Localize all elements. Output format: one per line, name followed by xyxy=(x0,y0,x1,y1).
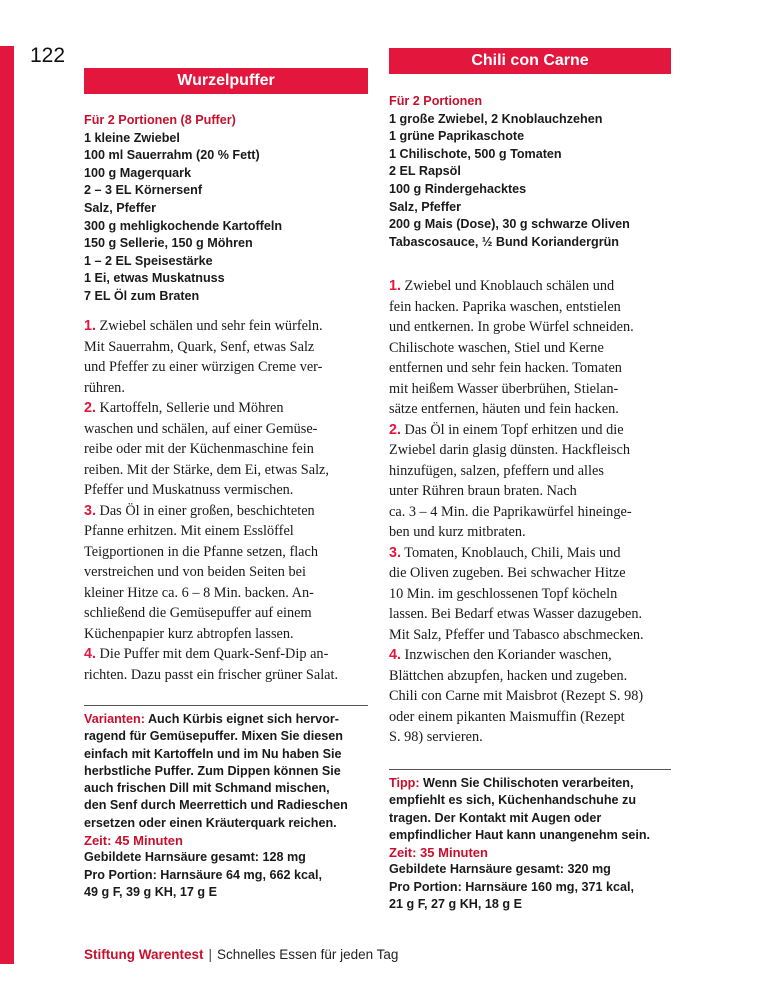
ingredient-line: 100 g Magerquark xyxy=(84,165,192,180)
step-number: 2. xyxy=(389,421,401,438)
ingredient-line: 150 g Sellerie, 150 g Möhren xyxy=(84,236,253,251)
nutrition-line: 21 g F, 27 g KH, 18 g E xyxy=(389,897,522,912)
step-line: die Oliven zugeben. Bei schwacher Hitze xyxy=(389,565,626,581)
step-line: Chili con Carne mit Maisbrot (Rezept S. 98) xyxy=(389,688,644,704)
step-line: entfernen und sehr fein hacken. Tomaten xyxy=(389,360,622,376)
step-line: richten. Dazu passt ein frischer grüner Salat. xyxy=(84,666,339,683)
ingredient-line: 2 – 3 EL Körnersenf xyxy=(84,183,203,198)
note-line: auch frischen Dill mit Schmand mischen, xyxy=(84,781,330,796)
note-label: Varianten: xyxy=(84,712,145,726)
ingredient-line: 100 ml Sauerrahm (20 % Fett) xyxy=(84,148,260,163)
step-line: schließend die Gemüsepuffer auf einem xyxy=(84,605,312,621)
step-line: unter Rühren braun braten. Nach xyxy=(389,483,577,499)
step-line: S. 98) servieren. xyxy=(389,729,483,745)
step-line: Chilischote waschen, Stiel und Kerne xyxy=(389,339,604,356)
step-line: und Pfeffer zu einer würzigen Creme ver- xyxy=(84,359,323,375)
divider xyxy=(84,705,368,706)
step-line: waschen und schälen, auf einer Gemüse- xyxy=(84,420,318,437)
step-line: Pfeffer und Muskatnuss vermischen. xyxy=(84,482,294,498)
nutrition-line: Gebildete Harnsäure gesamt: 128 mg xyxy=(84,850,306,865)
step-line: 10 Min. im geschlossenen Topf köcheln xyxy=(389,585,618,602)
note-line: ragend für Gemüsepuffer. Mixen Sie diesen xyxy=(84,729,343,744)
page-edge-bar xyxy=(0,46,14,964)
step-line: lassen. Bei Bedarf etwas Wasser dazugeben. xyxy=(389,606,643,622)
step-line: 1. Zwiebel und Knoblauch schälen und xyxy=(389,278,615,294)
step-number: 4. xyxy=(389,647,401,663)
step-line: Teigportionen in die Pfanne setzen, flach xyxy=(84,543,319,560)
footer-separator: | xyxy=(208,947,213,962)
step-line: verstreichen und von beiden Seiten bei xyxy=(84,564,306,580)
step-line: Mit Salz, Pfeffer und Tabasco abschmecken. xyxy=(389,626,644,643)
step-number: 2. xyxy=(84,400,96,416)
note-line: den Senf durch Meerrettich und Radieschen xyxy=(84,798,348,813)
step-number: 1. xyxy=(84,318,96,334)
step-line: Zwiebel darin glasig dünsten. Hackfleisch xyxy=(389,442,630,458)
page-number: 122 xyxy=(30,44,66,67)
step-line: 1. Zwiebel schälen und sehr fein würfeln. xyxy=(84,318,323,334)
time-label: Zeit: 45 Minuten xyxy=(84,833,183,849)
ingredients-block xyxy=(389,93,671,251)
step-line: 2. Das Öl in einem Topf erhitzen und die xyxy=(389,421,624,438)
ingredient-line: Salz, Pfeffer xyxy=(389,199,462,214)
ingredient-line: 200 g Mais (Dose), 30 g schwarze Oliven xyxy=(389,217,630,232)
step-line: 4. Inzwischen den Koriander waschen, xyxy=(389,647,612,663)
step-line: ca. 3 – 4 Min. die Paprikawürfel hineinge- xyxy=(389,503,632,520)
ingredient-line: Salz, Pfeffer xyxy=(84,200,157,215)
step-line: Küchenpapier kurz abtropfen lassen. xyxy=(84,625,294,642)
note-line: empfindlicher Haut kann unangenehm sein. xyxy=(389,827,651,842)
step-number: 3. xyxy=(389,544,401,561)
nutrition-line: Pro Portion: Harnsäure 160 mg, 371 kcal, xyxy=(389,879,634,894)
recipe-title: Wurzelpuffer xyxy=(84,68,368,94)
step-line: hinzufügen, salzen, pfeffern und alles xyxy=(389,462,604,479)
divider xyxy=(389,769,671,770)
portions-label: Für 2 Portionen (8 Puffer) xyxy=(84,113,236,127)
step-line: und entkernen. In grobe Würfel schneiden. xyxy=(389,319,634,335)
ingredient-line: 300 g mehligkochende Kartoffeln xyxy=(84,218,283,233)
footer-book-title: Schnelles Essen für jeden Tag xyxy=(217,947,399,962)
note-block: Tipp: Wenn Sie Chilischoten verarbeiten, empfiehlt es sich, Küchenhandschuhe zu tragen. Der Kontakt mit Augen oder empfindlicher Haut kann unangenehm sein. Zeit: 35 Minuten Gebildete Harnsäure gesamt: 320 mg Pro Portion: Harnsäure 160 mg, 371 kcal, 21 g F, 27 g KH, 18 g E xyxy=(389,775,671,913)
time-label: Zeit: 35 Minuten xyxy=(389,845,488,861)
ingredient-line: 1 Chilischote, 500 g Tomaten xyxy=(389,146,562,161)
recipe-title: Chili con Carne xyxy=(389,48,671,74)
step-line: mit heißem Wasser überbrühen, Stielan- xyxy=(389,380,619,397)
nutrition-line: Gebildete Harnsäure gesamt: 320 mg xyxy=(389,862,611,877)
footer-brand: Stiftung Warentest xyxy=(84,947,204,962)
nutrition-line: 49 g F, 39 g KH, 17 g E xyxy=(84,884,217,899)
note-label: Tipp: xyxy=(389,776,420,790)
note-line: einfach mit Kartoffeln und im Nu haben Sie xyxy=(84,746,342,761)
steps-block xyxy=(84,316,368,685)
nutrition-line: Pro Portion: Harnsäure 64 mg, 662 kcal, xyxy=(84,867,322,882)
step-number: 4. xyxy=(84,646,96,662)
ingredients-block xyxy=(84,112,368,306)
note-line: empfiehlt es sich, Küchenhandschuhe zu xyxy=(389,793,637,808)
portions-label: Für 2 Portionen xyxy=(389,94,483,108)
step-line: Blättchen abzupfen, hacken und zugeben. xyxy=(389,667,628,684)
step-line: 3. Das Öl in einer großen, beschichteten xyxy=(84,502,315,519)
step-line: Mit Sauerrahm, Quark, Senf, etwas Salz xyxy=(84,338,315,355)
note-line: ersetzen oder einen Kräuterquark reichen. xyxy=(84,815,337,830)
step-line: Pfanne erhitzen. Mit einem Esslöffel xyxy=(84,523,294,539)
ingredient-line: 1 grüne Paprikaschote xyxy=(389,129,525,144)
note-line: tragen. Der Kontakt mit Augen oder xyxy=(389,810,602,825)
note-line: herbstliche Puffer. Zum Dippen können Sie xyxy=(84,763,341,778)
ingredient-line: 100 g Rindergehacktes xyxy=(389,181,527,196)
step-number: 1. xyxy=(389,278,401,294)
ingredient-line: 1 große Zwiebel, 2 Knoblauchzehen xyxy=(389,111,603,126)
step-line: 3. Tomaten, Knoblauch, Chili, Mais und xyxy=(389,544,621,561)
ingredient-line: 1 Ei, etwas Muskatnuss xyxy=(84,271,225,286)
ingredient-line: Tabascosauce, ½ Bund Koriandergrün xyxy=(389,234,620,249)
steps-block xyxy=(389,276,671,748)
ingredient-line: 7 EL Öl zum Braten xyxy=(84,288,200,303)
step-line: 2. Kartoffeln, Sellerie und Möhren xyxy=(84,400,284,416)
step-line: oder einem pikanten Maismuffin (Rezept xyxy=(389,708,625,725)
step-line: fein hacken. Paprika waschen, entstielen xyxy=(389,298,621,315)
step-line: reiben. Mit der Stärke, dem Ei, etwas Salz, xyxy=(84,461,329,478)
step-line: ben und kurz mitbraten. xyxy=(389,524,526,540)
note-block: Varianten: Auch Kürbis eignet sich hervor- ragend für Gemüsepuffer. Mixen Sie diesen einfach mit Kartoffeln und im Nu haben Sie herbstliche Puffer. Zum Dippen können Sie auch frischen Dill mit Schmand mischen, den Senf durch Meerrettich und Radieschen ersetzen oder einen Kräuterquark reichen. Zeit: 45 Minuten Gebildete Harnsäure gesamt: 128 mg Pro Portion: Harnsäure 64 mg, 662 kcal, 49 g F, 39 g KH, 17 g E xyxy=(84,711,368,901)
step-line: reibe oder mit der Küchenmaschine fein xyxy=(84,441,314,457)
step-line: sätze entfernen, häuten und fein hacken. xyxy=(389,401,619,417)
step-line: 4. Die Puffer mit dem Quark-Senf-Dip an- xyxy=(84,646,329,662)
step-line: rühren. xyxy=(84,379,125,396)
page-footer xyxy=(84,945,398,965)
ingredient-line: 2 EL Rapsöl xyxy=(389,164,461,179)
step-number: 3. xyxy=(84,502,96,519)
step-line: kleiner Hitze ca. 6 – 8 Min. backen. An- xyxy=(84,584,314,601)
ingredient-line: 1 – 2 EL Speisestärke xyxy=(84,253,213,268)
ingredient-line: 1 kleine Zwiebel xyxy=(84,130,180,145)
